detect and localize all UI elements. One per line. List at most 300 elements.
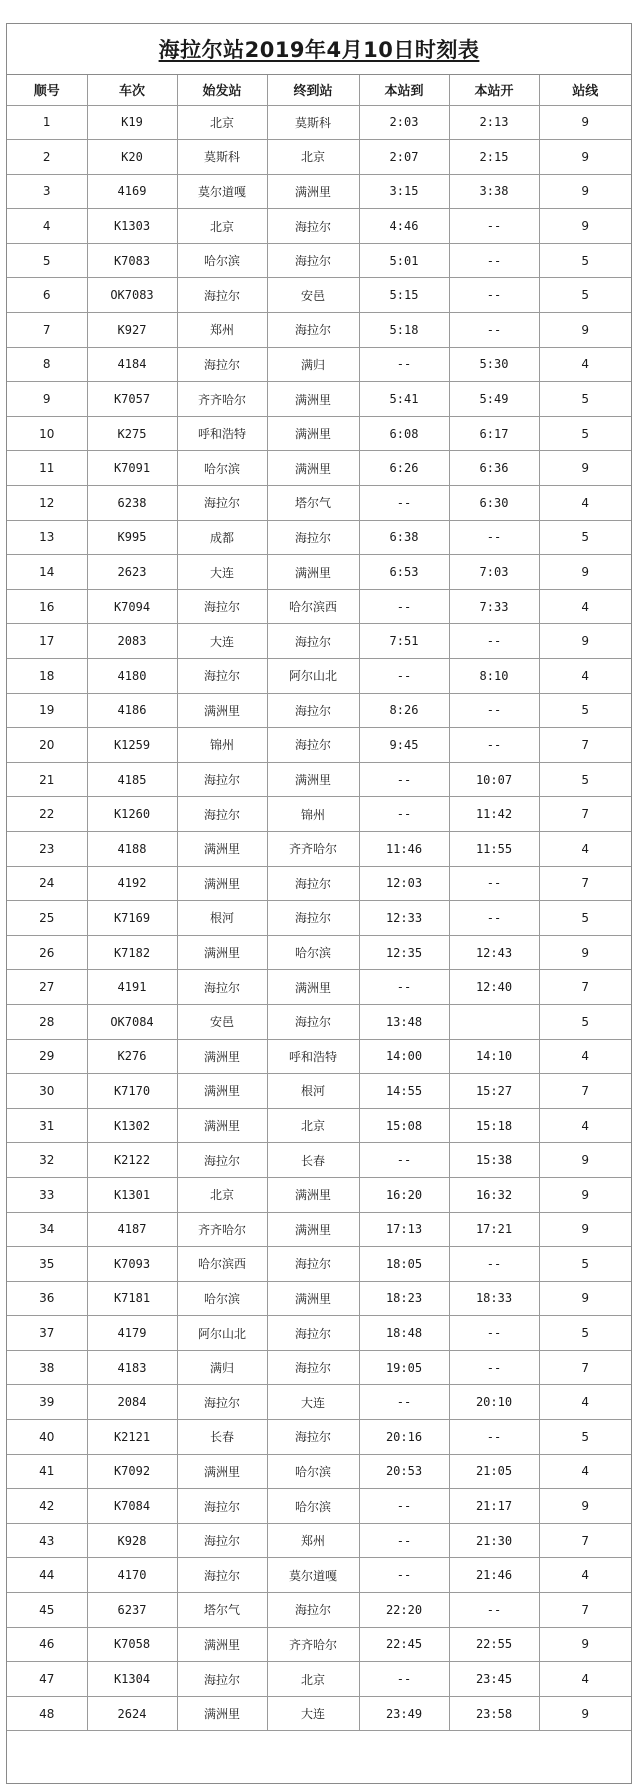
origin-cell: 齐齐哈尔 [177,1212,267,1247]
table-row [7,589,631,624]
train-cell: 2624 [87,1696,177,1731]
origin-cell: 长春 [177,1420,267,1455]
seq-cell: 19 [7,693,87,728]
seq-cell: 46 [7,1627,87,1662]
arrival-cell: 22:20 [359,1593,449,1628]
timetable-title-bar [7,24,631,75]
destination-cell: 齐齐哈尔 [267,831,359,866]
departure-cell: 21:46 [449,1558,539,1593]
table-row [7,1212,631,1247]
origin-cell: 莫斯科 [177,140,267,175]
destination-cell: 海拉尔 [267,728,359,763]
train-cell: 4185 [87,762,177,797]
timetable-header [7,75,631,105]
table-row [7,278,631,313]
table-row [7,416,631,451]
destination-cell: 满归 [267,347,359,382]
train-cell: 4170 [87,1558,177,1593]
track-cell: 9 [539,935,631,970]
col-header-origin: 始发站 [177,75,267,105]
table-row [7,901,631,936]
origin-cell: 满洲里 [177,935,267,970]
departure-cell: 2:13 [449,105,539,140]
destination-cell: 海拉尔 [267,1247,359,1282]
seq-cell: 30 [7,1074,87,1109]
train-cell: K7091 [87,451,177,486]
seq-cell: 45 [7,1593,87,1628]
departure-cell: 11:42 [449,797,539,832]
train-cell: 2623 [87,555,177,590]
arrival-cell: -- [359,1385,449,1420]
table-row [7,1489,631,1524]
table-row [7,1074,631,1109]
origin-cell: 满洲里 [177,1074,267,1109]
origin-cell: 海拉尔 [177,1662,267,1697]
train-cell: K995 [87,520,177,555]
departure-cell: 6:30 [449,486,539,521]
table-row [7,659,631,694]
arrival-cell: -- [359,486,449,521]
origin-cell: 锦州 [177,728,267,763]
track-cell: 5 [539,520,631,555]
destination-cell: 海拉尔 [267,866,359,901]
origin-cell: 海拉尔 [177,1489,267,1524]
origin-cell: 满洲里 [177,1696,267,1731]
track-cell: 9 [539,1627,631,1662]
departure-cell: 20:10 [449,1385,539,1420]
destination-cell: 满洲里 [267,1212,359,1247]
departure-cell: 8:10 [449,659,539,694]
table-row [7,693,631,728]
departure-cell: 7:33 [449,589,539,624]
track-cell: 4 [539,347,631,382]
arrival-cell: 18:05 [359,1247,449,1282]
track-cell: 9 [539,1489,631,1524]
train-cell: 6237 [87,1593,177,1628]
destination-cell: 海拉尔 [267,1593,359,1628]
departure-cell: 3:38 [449,174,539,209]
origin-cell: 哈尔滨西 [177,1247,267,1282]
table-row [7,520,631,555]
departure-cell: 11:55 [449,831,539,866]
origin-cell: 满洲里 [177,1627,267,1662]
seq-cell: 23 [7,831,87,866]
departure-cell: 14:10 [449,1039,539,1074]
origin-cell: 满洲里 [177,866,267,901]
track-cell: 4 [539,831,631,866]
origin-cell: 根河 [177,901,267,936]
track-cell: 7 [539,866,631,901]
train-cell: K275 [87,416,177,451]
track-cell: 9 [539,174,631,209]
departure-cell: 12:40 [449,970,539,1005]
origin-cell: 莫尔道嘎 [177,174,267,209]
arrival-cell: 2:07 [359,140,449,175]
destination-cell: 满洲里 [267,970,359,1005]
seq-cell: 20 [7,728,87,763]
train-cell: K928 [87,1523,177,1558]
arrival-cell: -- [359,1143,449,1178]
train-cell: K1302 [87,1108,177,1143]
departure-cell: 18:33 [449,1281,539,1316]
train-cell: K7083 [87,243,177,278]
origin-cell: 大连 [177,555,267,590]
track-cell: 5 [539,901,631,936]
seq-cell: 5 [7,243,87,278]
destination-cell: 北京 [267,1108,359,1143]
origin-cell: 北京 [177,1177,267,1212]
arrival-cell: 3:15 [359,174,449,209]
destination-cell: 海拉尔 [267,313,359,348]
train-cell: 4186 [87,693,177,728]
timetable-body [7,105,631,1731]
arrival-cell: 14:00 [359,1039,449,1074]
table-row [7,1558,631,1593]
track-cell: 9 [539,624,631,659]
table-row [7,209,631,244]
table-row [7,728,631,763]
train-cell: K276 [87,1039,177,1074]
arrival-cell: 5:15 [359,278,449,313]
train-cell: 4180 [87,659,177,694]
track-cell: 7 [539,1350,631,1385]
origin-cell: 满洲里 [177,1108,267,1143]
table-row [7,1350,631,1385]
col-header-departure: 本站开 [449,75,539,105]
seq-cell: 12 [7,486,87,521]
destination-cell: 满洲里 [267,174,359,209]
arrival-cell: -- [359,797,449,832]
table-row [7,1177,631,1212]
seq-cell: 43 [7,1523,87,1558]
seq-cell: 17 [7,624,87,659]
arrival-cell: -- [359,970,449,1005]
destination-cell: 海拉尔 [267,1420,359,1455]
train-cell: K2122 [87,1143,177,1178]
origin-cell: 海拉尔 [177,1523,267,1558]
train-cell: 4192 [87,866,177,901]
departure-cell: -- [449,1420,539,1455]
track-cell: 5 [539,1316,631,1351]
seq-cell: 16 [7,589,87,624]
departure-cell: 6:17 [449,416,539,451]
table-row [7,313,631,348]
table-row [7,935,631,970]
timetable-sheet [6,23,632,1784]
table-row [7,555,631,590]
seq-cell: 38 [7,1350,87,1385]
table-row [7,1247,631,1282]
col-header-train: 车次 [87,75,177,105]
track-cell: 4 [539,1385,631,1420]
table-row [7,797,631,832]
departure-cell: 5:30 [449,347,539,382]
train-cell: K19 [87,105,177,140]
arrival-cell: 5:01 [359,243,449,278]
seq-cell: 1 [7,105,87,140]
track-cell: 9 [539,1143,631,1178]
seq-cell: 4 [7,209,87,244]
train-cell: K1303 [87,209,177,244]
train-cell: K7170 [87,1074,177,1109]
destination-cell: 大连 [267,1696,359,1731]
origin-cell: 呼和浩特 [177,416,267,451]
train-cell: 6238 [87,486,177,521]
track-cell: 5 [539,1004,631,1039]
departure-cell: -- [449,901,539,936]
seq-cell: 34 [7,1212,87,1247]
destination-cell: 海拉尔 [267,693,359,728]
arrival-cell: 22:45 [359,1627,449,1662]
table-row [7,762,631,797]
train-cell: K1259 [87,728,177,763]
arrival-cell: 12:33 [359,901,449,936]
destination-cell: 满洲里 [267,451,359,486]
origin-cell: 满洲里 [177,693,267,728]
origin-cell: 海拉尔 [177,762,267,797]
train-cell: 4179 [87,1316,177,1351]
arrival-cell: 23:49 [359,1696,449,1731]
destination-cell: 海拉尔 [267,1004,359,1039]
arrival-cell: 18:23 [359,1281,449,1316]
departure-cell: 7:03 [449,555,539,590]
seq-cell: 6 [7,278,87,313]
destination-cell: 呼和浩特 [267,1039,359,1074]
departure-cell: 10:07 [449,762,539,797]
arrival-cell: 15:08 [359,1108,449,1143]
seq-cell: 7 [7,313,87,348]
seq-cell: 33 [7,1177,87,1212]
origin-cell: 郑州 [177,313,267,348]
table-row [7,831,631,866]
origin-cell: 满洲里 [177,831,267,866]
departure-cell: -- [449,313,539,348]
track-cell: 4 [539,589,631,624]
seq-cell: 9 [7,382,87,417]
origin-cell: 成都 [177,520,267,555]
table-row [7,486,631,521]
table-row [7,1385,631,1420]
track-cell: 9 [539,555,631,590]
track-cell: 4 [539,1039,631,1074]
track-cell: 9 [539,105,631,140]
track-cell: 4 [539,1662,631,1697]
arrival-cell: -- [359,762,449,797]
origin-cell: 海拉尔 [177,659,267,694]
table-row [7,866,631,901]
seq-cell: 25 [7,901,87,936]
seq-cell: 3 [7,174,87,209]
seq-cell: 47 [7,1662,87,1697]
track-cell: 5 [539,693,631,728]
arrival-cell: 11:46 [359,831,449,866]
departure-cell: -- [449,243,539,278]
seq-cell: 39 [7,1385,87,1420]
track-cell: 5 [539,1420,631,1455]
col-header-seq: 顺号 [7,75,87,105]
train-cell: K7182 [87,935,177,970]
train-cell: K7092 [87,1454,177,1489]
seq-cell: 44 [7,1558,87,1593]
origin-cell: 海拉尔 [177,278,267,313]
train-cell: 2084 [87,1385,177,1420]
destination-cell: 满洲里 [267,416,359,451]
train-cell: K7058 [87,1627,177,1662]
departure-cell: 21:05 [449,1454,539,1489]
departure-cell: -- [449,693,539,728]
arrival-cell: 5:41 [359,382,449,417]
destination-cell: 莫斯科 [267,105,359,140]
departure-cell: 23:58 [449,1696,539,1731]
track-cell: 5 [539,762,631,797]
origin-cell: 海拉尔 [177,970,267,1005]
table-row [7,1420,631,1455]
arrival-cell: 6:26 [359,451,449,486]
train-cell: K1304 [87,1662,177,1697]
destination-cell: 满洲里 [267,1281,359,1316]
destination-cell: 满洲里 [267,382,359,417]
arrival-cell: 17:13 [359,1212,449,1247]
destination-cell: 海拉尔 [267,209,359,244]
origin-cell: 阿尔山北 [177,1316,267,1351]
destination-cell: 根河 [267,1074,359,1109]
track-cell: 4 [539,1454,631,1489]
seq-cell: 18 [7,659,87,694]
train-cell: K7181 [87,1281,177,1316]
destination-cell: 北京 [267,1662,359,1697]
origin-cell: 海拉尔 [177,589,267,624]
train-cell: K7094 [87,589,177,624]
departure-cell: 12:43 [449,935,539,970]
table-row [7,1004,631,1039]
destination-cell: 莫尔道嘎 [267,1558,359,1593]
origin-cell: 塔尔气 [177,1593,267,1628]
track-cell: 7 [539,728,631,763]
departure-cell: -- [449,1593,539,1628]
arrival-cell: 7:51 [359,624,449,659]
track-cell: 5 [539,243,631,278]
table-row [7,1662,631,1697]
track-cell: 5 [539,1247,631,1282]
track-cell: 5 [539,382,631,417]
seq-cell: 22 [7,797,87,832]
seq-cell: 31 [7,1108,87,1143]
departure-cell: -- [449,209,539,244]
seq-cell: 36 [7,1281,87,1316]
track-cell: 9 [539,1177,631,1212]
track-cell: 7 [539,797,631,832]
track-cell: 4 [539,1558,631,1593]
table-row [7,1108,631,1143]
origin-cell: 海拉尔 [177,1558,267,1593]
origin-cell: 北京 [177,209,267,244]
departure-cell: 15:18 [449,1108,539,1143]
arrival-cell: 6:53 [359,555,449,590]
arrival-cell: -- [359,589,449,624]
arrival-cell: 12:35 [359,935,449,970]
track-cell: 9 [539,313,631,348]
table-row [7,1454,631,1489]
track-cell: 7 [539,1523,631,1558]
arrival-cell: -- [359,1662,449,1697]
train-cell: 2083 [87,624,177,659]
destination-cell: 海拉尔 [267,520,359,555]
seq-cell: 37 [7,1316,87,1351]
track-cell: 5 [539,278,631,313]
arrival-cell: -- [359,1523,449,1558]
arrival-cell: 4:46 [359,209,449,244]
arrival-cell: 8:26 [359,693,449,728]
train-cell: 4183 [87,1350,177,1385]
table-row [7,1316,631,1351]
arrival-cell: -- [359,1558,449,1593]
destination-cell: 长春 [267,1143,359,1178]
departure-cell: 5:49 [449,382,539,417]
col-header-track: 站线 [539,75,631,105]
seq-cell: 8 [7,347,87,382]
table-row [7,1593,631,1628]
arrival-cell: 6:38 [359,520,449,555]
departure-cell: -- [449,728,539,763]
destination-cell: 塔尔气 [267,486,359,521]
arrival-cell: 13:48 [359,1004,449,1039]
arrival-cell: 5:18 [359,313,449,348]
seq-cell: 26 [7,935,87,970]
departure-cell: 16:32 [449,1177,539,1212]
origin-cell: 大连 [177,624,267,659]
arrival-cell: 12:03 [359,866,449,901]
train-cell: K927 [87,313,177,348]
destination-cell: 海拉尔 [267,1316,359,1351]
departure-cell: -- [449,624,539,659]
seq-cell: 10 [7,416,87,451]
table-row [7,1523,631,1558]
arrival-cell: -- [359,1489,449,1524]
destination-cell: 满洲里 [267,1177,359,1212]
arrival-cell: 9:45 [359,728,449,763]
track-cell: 4 [539,659,631,694]
departure-cell: 17:21 [449,1212,539,1247]
train-cell: 4169 [87,174,177,209]
seq-cell: 13 [7,520,87,555]
track-cell: 7 [539,1074,631,1109]
departure-cell: -- [449,1350,539,1385]
seq-cell: 27 [7,970,87,1005]
table-row [7,1039,631,1074]
train-cell: OK7083 [87,278,177,313]
arrival-cell: 20:53 [359,1454,449,1489]
table-row [7,1696,631,1731]
table-row [7,105,631,140]
track-cell: 5 [539,416,631,451]
departure-cell: -- [449,866,539,901]
col-header-arrival: 本站到 [359,75,449,105]
table-row [7,174,631,209]
seq-cell: 35 [7,1247,87,1282]
destination-cell: 满洲里 [267,762,359,797]
destination-cell: 大连 [267,1385,359,1420]
departure-cell: -- [449,278,539,313]
origin-cell: 满归 [177,1350,267,1385]
origin-cell: 齐齐哈尔 [177,382,267,417]
table-row [7,243,631,278]
train-cell: OK7084 [87,1004,177,1039]
origin-cell: 哈尔滨 [177,451,267,486]
departure-cell: 2:15 [449,140,539,175]
seq-cell: 32 [7,1143,87,1178]
table-row [7,1143,631,1178]
origin-cell: 满洲里 [177,1454,267,1489]
